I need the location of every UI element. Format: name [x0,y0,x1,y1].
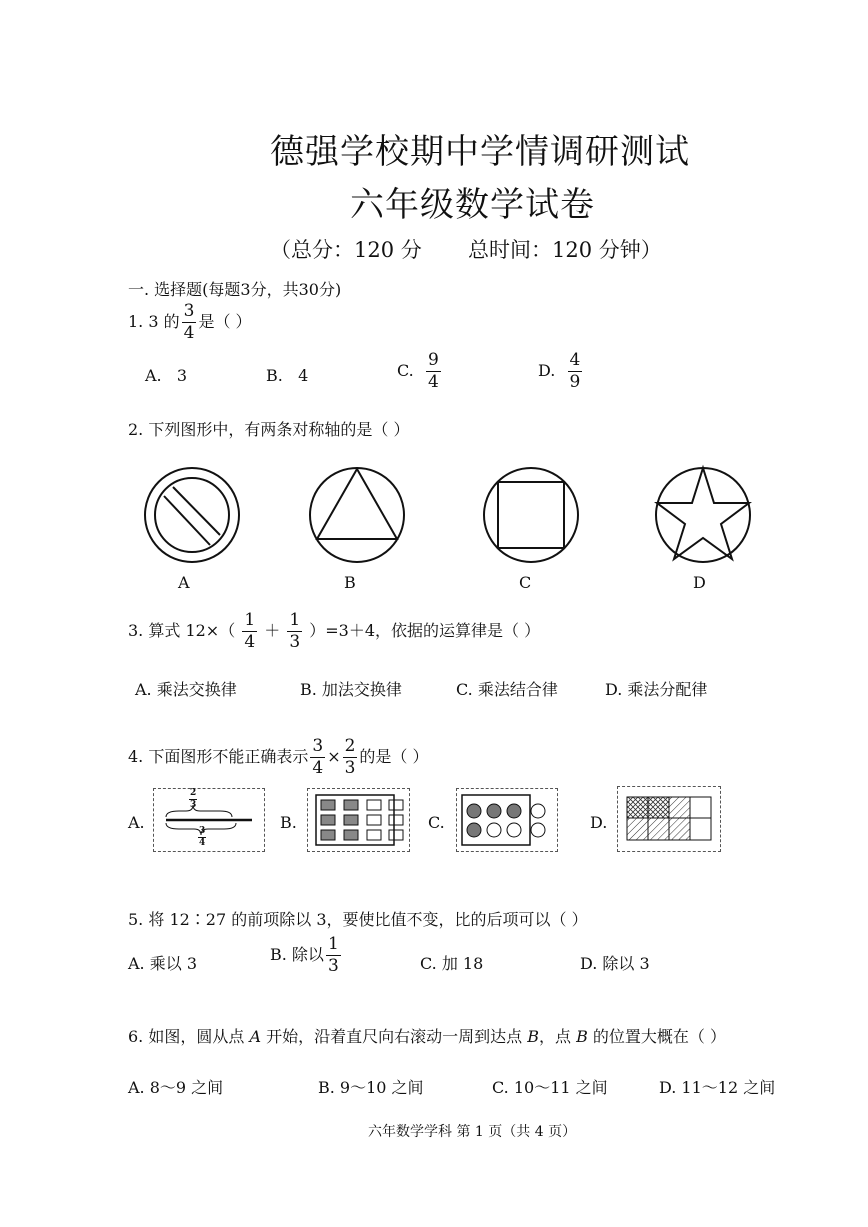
question-1 [128,303,252,342]
q4-label-c: C. [428,813,445,832]
total-time: 总时间：120 分钟） [468,238,662,262]
q1-option-a: A. 3 [145,366,188,385]
q2-figures [140,463,760,568]
q6-option-d: D. 11～12 之间 [659,1078,776,1097]
q2-label-c: C [519,573,532,592]
question-4: 4. 下面图形不能正确表示 $\frac{3}{4}$ × $\frac{2}{3}$ 的是（ ） [128,736,429,778]
total-score: （总分：120 分 [270,238,422,262]
question-5: 5. 将 12∶27 的前项除以 3，要使比值不变，比的后项可以（ ） [128,910,588,929]
q2-label-a: A [178,573,190,592]
q4-figure-b [307,788,410,852]
q5-option-c: C. 加 18 [420,954,484,973]
section-heading: 一. 选择题(每题3分，共30分) [128,280,342,299]
q1-suffix: 是（ ） [198,312,252,331]
q3-fraction-2: $\frac{1}{3}$ [289,610,301,652]
question-6: 6. 如图，圆从点 A 开始，沿着直尺向右滚动一周到达点 B，点 B 的位置大概在（ ） [128,1027,727,1046]
q1-option-b: B. 4 [266,366,309,385]
q3-option-a: A. 乘法交换律 [135,680,237,699]
q6-option-a: A. 8～9 之间 [128,1078,224,1097]
q4-figure-d [617,786,721,852]
q4-figure-a [153,788,265,852]
question-3: 3. 算式 12×（ $\frac{1}{4}$ ＋ $\frac{1}{3}$ ）=3＋4，依据的运算律是（ ） [128,610,541,652]
q4-figure-c [456,788,558,852]
figure-b-circle-with-triangle [310,468,404,562]
q4-label-a: A. [128,813,145,832]
q5-option-b: B. 除以 $\frac{1}{3}$ [270,934,339,976]
q4-label-d: D. [590,813,608,832]
q1-option-c: C. $\frac{9}{4}$ [397,350,439,392]
q3-fraction-1: $\frac{1}{4}$ [244,610,256,652]
q5-option-a: A. 乘以 3 [128,954,197,973]
q3-option-b: B. 加法交换律 [300,680,402,699]
q3-option-c: C. 乘法结合律 [456,680,558,699]
q4-fraction-2: $\frac{2}{3}$ [344,736,356,778]
exam-subtitle: 六年级数学试卷 [350,185,595,225]
q1-option-d: D. $\frac{4}{9}$ [538,350,581,392]
q1-prefix: 1. 3 的 [128,312,180,331]
q1-fraction: $\frac{3}{4}$ [183,301,195,343]
q4a-top-fraction: $\frac{2}{3}$ [190,788,197,810]
page-footer: 六年数学学科 第 1 页（共 4 页） [368,1124,577,1140]
q4a-bottom-fraction: $\frac{3}{4}$ [199,826,206,848]
figure-a-circle-with-band [145,468,239,562]
q6-option-b: B. 9～10 之间 [318,1078,424,1097]
q3-option-d: D. 乘法分配律 [605,680,708,699]
figure-c-circle-with-square [484,468,578,562]
q2-label-d: D [693,573,706,592]
q2-label-b: B [344,573,356,592]
question-2: 2. 下列图形中，有两条对称轴的是（ ） [128,420,410,439]
q6-option-c: C. 10～11 之间 [492,1078,608,1097]
exam-title: 德强学校期中学情调研测试 [270,132,690,172]
figure-d-circle-with-star [656,468,750,562]
q4-fraction-1: $\frac{3}{4}$ [312,736,324,778]
q5-option-d: D. 除以 3 [580,954,650,973]
q4-label-b: B. [280,813,297,832]
